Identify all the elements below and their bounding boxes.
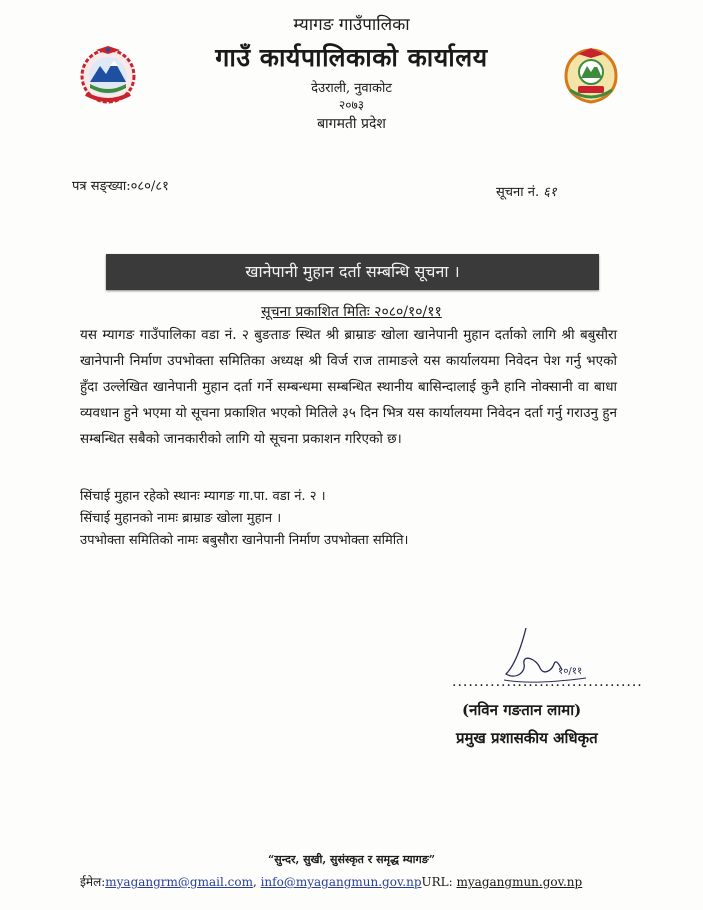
publication-date: सूचना प्रकाशित मितिः २०८०/१०/११ bbox=[261, 304, 442, 320]
email-link-primary[interactable]: myagangrm@gmail.com bbox=[105, 875, 253, 889]
notice-details bbox=[80, 486, 408, 552]
signature-date: १०/११ bbox=[558, 666, 583, 677]
url-label: URL: bbox=[421, 875, 457, 889]
province-name: बागमती प्रदेश bbox=[317, 116, 386, 132]
notice-number bbox=[496, 182, 557, 200]
website-link[interactable]: myagangmun.gov.np bbox=[456, 875, 583, 889]
signature-line: ................................... bbox=[452, 674, 643, 690]
detail-source-location: सिंचाई मुहान रहेको स्थानः म्यागङ गा.पा. वडा नं. २ । bbox=[80, 489, 326, 504]
signatory-title: प्रमुख प्रशासकीय अधिकृत bbox=[456, 729, 598, 747]
office-name: गाउँ कार्यपालिकाको कार्यालय bbox=[215, 43, 488, 72]
municipality-logo-icon bbox=[560, 46, 622, 106]
email-link-info[interactable]: info@myagangmun.gov.np bbox=[260, 875, 422, 889]
established-year: २०७३ bbox=[339, 98, 364, 112]
footer-contact bbox=[80, 873, 582, 890]
notice-number-label: सूचना नं. bbox=[496, 185, 540, 200]
email-separator: , bbox=[252, 875, 261, 889]
reference-number: पत्र सङ्ख्या:०८०/८१ bbox=[72, 179, 169, 194]
nepal-emblem-icon bbox=[76, 44, 140, 104]
detail-source-name: सिंचाई मुहानको नामः ब्राम्राङ खोला मुहान । bbox=[80, 511, 282, 526]
municipality-name: म्यागङ गाउँपालिका bbox=[293, 15, 410, 35]
notice-body: यस म्यागङ गाउँपालिका वडा नं. २ बुङताङ स्थित श्री ब्राम्राङ खोला खानेपानी मुहान दर्ताको लागि श्री बबुसौरा खानेपानी निर्माण उपभोक्ता समितिका अध्यक्ष श्री विर्ज राज तामाङले यस कार्यालयमा निवेदन पेश गर्नु भएको हुँदा उल्लेखित खानेपानी मुहान दर्ता गर्ने सम्बन्धमा सम्बन्धित स्थानीय बासिन्दालाई कुनै हानि नोक्सानी वा बाधा व्यवधान हुने भएमा यो सूचना प्रकाशित भएको मितिले ३५ दिन भित्र यस कार्यालयमा निवेदन दर्ता गर्नु गराउनु हुन सम्बन्धित सबैको जानकारीको लागि यो सूचना प्रकाशन गरिएको छ। bbox=[80, 327, 617, 447]
footer-motto: “सुन्दर, सुखी, सुसंस्कृत र समृद्ध म्यागङ” bbox=[267, 853, 436, 866]
office-location: देउराली, नुवाकोट bbox=[311, 81, 392, 96]
notice-title: खानेपानी मुहान दर्ता सम्बन्धि सूचना । bbox=[106, 254, 599, 290]
notice-number-value: ६१ bbox=[543, 185, 557, 200]
email-label: ईमेल: bbox=[80, 875, 106, 889]
signatory-name: (नविन गङतान लामा) bbox=[462, 701, 582, 719]
detail-committee-name: उपभोक्ता समितिको नामः बबुसौरा खानेपानी निर्माण उपभोक्ता समिति। bbox=[80, 533, 409, 548]
